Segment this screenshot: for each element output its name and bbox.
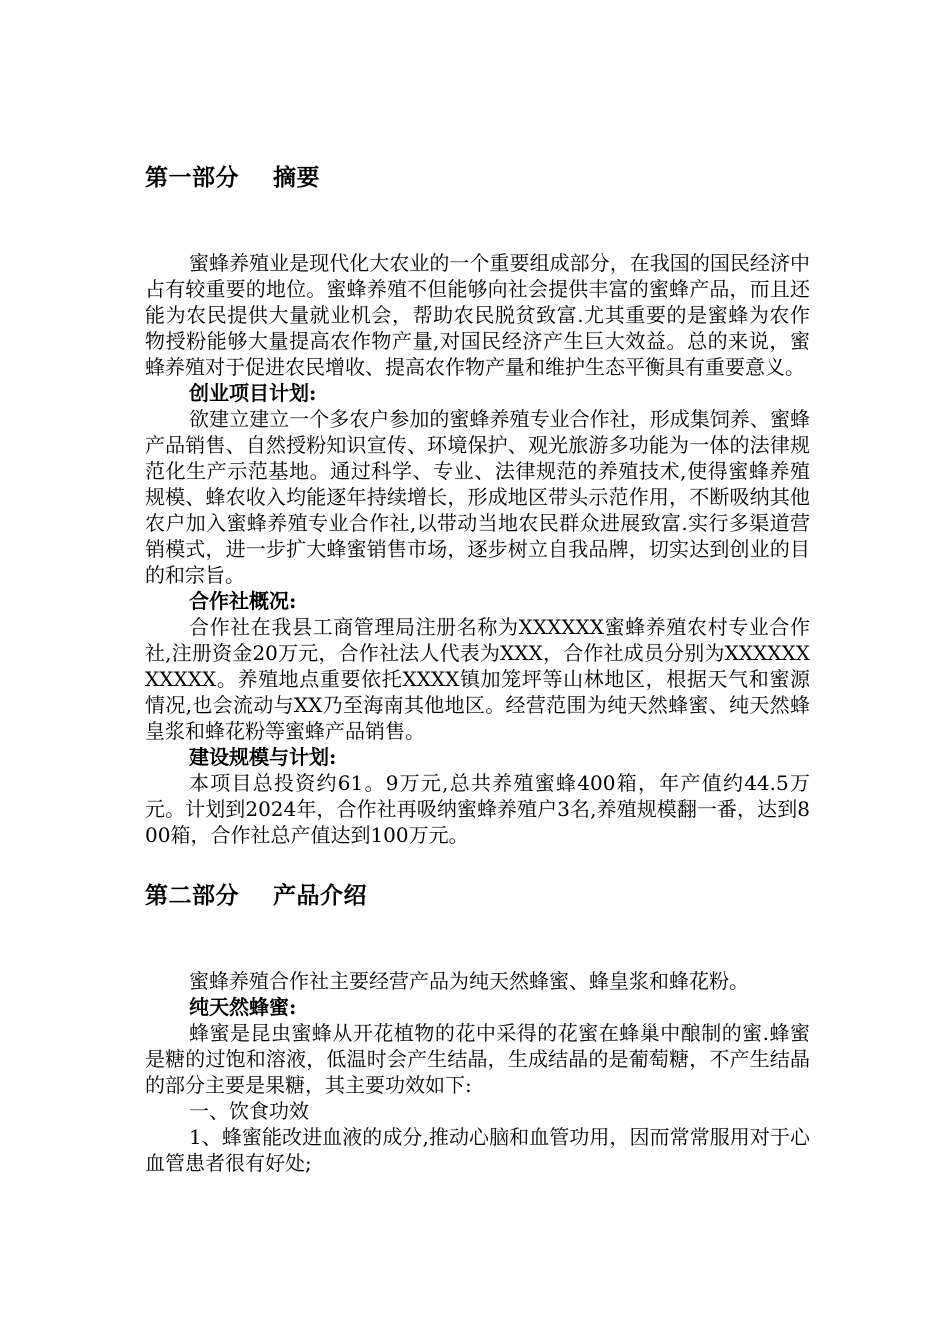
document-content	[145, 158, 810, 1176]
coop-paragraph: 合作社在我县工商管理局注册名称为XXXXXX蜜蜂养殖农村专业合作社,注册资金20万元，合作社法人代表为XXX，合作社成员分别为XXXXXXXXXXX。养殖地点重要依托XXXX镇加笼坪等山林地区，根据天气和蜜源情况,也会流动与XX乃至海南其他地区。经营范围为纯天然蜂蜜、纯天然蜂皇浆和蜂花粉等蜜蜂产品销售。	[145, 615, 810, 743]
section1-heading: 第一部分 摘要	[145, 164, 321, 191]
section1-intro-paragraph: 蜜蜂养殖业是现代化大农业的一个重要组成部分，在我国的国民经济中占有较重要的地位。蜜蜂养殖不但能够向社会提供丰富的蜜蜂产品，而且还能为农民提供大量就业机会，帮助农民脱贫致富.尤其重要的是蜜蜂为农作物授粉能够大量提高农作物产量,对国民经济产生巨大效益。总的来说，蜜蜂养殖对于促进农民增收、提高农作物产量和维护生态平衡具有重要意义。	[145, 251, 810, 379]
scale-paragraph: 本项目总投资约61。9万元,总共养殖蜜蜂400箱，年产值约44.5万元。计划到2024年，合作社再吸纳蜜蜂养殖户3名,养殖规模翻一番，达到800箱，合作社总产值达到100万元。	[145, 771, 810, 847]
honey-paragraph: 蜂蜜是昆虫蜜蜂从开花植物的花中采得的花蜜在蜂巢中酿制的蜜.蜂蜜是糖的过饱和溶液，低温时会产生结晶，生成结晶的是葡萄糖，不产生结晶的部分主要是果糖，其主要功效如下:	[145, 1021, 810, 1097]
spacer	[145, 916, 810, 968]
effect-heading: 一、饮食功效	[189, 1099, 309, 1123]
spacer	[145, 848, 810, 876]
scale-subheading: 建设规模与计划:	[189, 745, 337, 769]
spacer	[145, 198, 810, 250]
coop-subheading: 合作社概况:	[189, 589, 297, 613]
effect-item-1: 1、蜂蜜能改进血液的成分,推动心脑和血管功用，因而常常服用对于心血管患者很有好处;	[145, 1125, 810, 1175]
honey-subheading: 纯天然蜂蜜:	[189, 995, 297, 1019]
plan-paragraph: 欲建立建立一个多农户参加的蜜蜂养殖专业合作社，形成集饲养、蜜蜂产品销售、自然授粉知识宣传、环境保护、观光旅游多功能为一体的法律规范化生产示范基地。通过科学、专业、法律规范的养殖技术,使得蜜蜂养殖规模、蜂农收入均能逐年持续增长，形成地区带头示范作用，不断吸纳其他农户加入蜜蜂养殖专业合作社,以带动当地农民群众进展致富.实行多渠道营销模式，进一步扩大蜂蜜销售市场，逐步树立自我品牌，切实达到创业的目的和宗旨。	[145, 407, 810, 587]
section2-intro-paragraph: 蜜蜂养殖合作社主要经营产品为纯天然蜂蜜、蜂皇浆和蜂花粉。	[189, 969, 749, 993]
section2-heading: 第二部分 产品介绍	[145, 882, 368, 909]
plan-subheading: 创业项目计划:	[189, 381, 317, 405]
